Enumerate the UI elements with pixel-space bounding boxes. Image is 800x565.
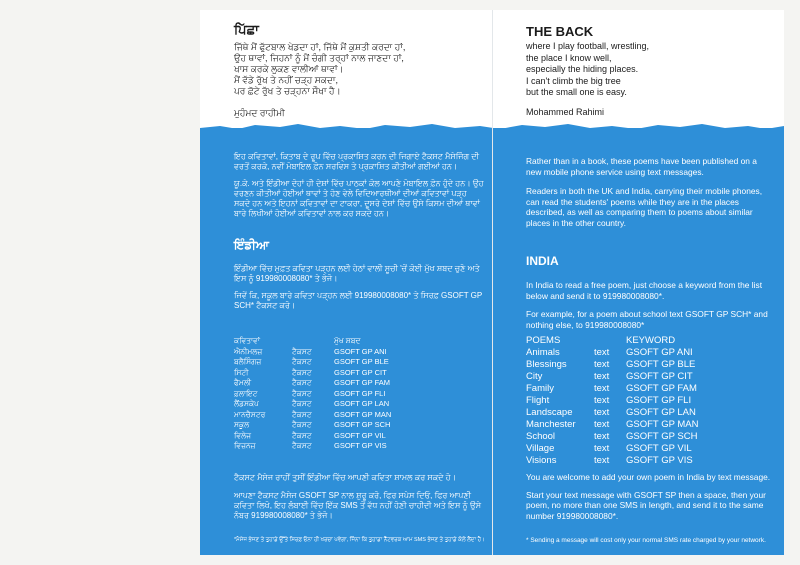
english-india-heading: INDIA: [526, 254, 559, 268]
punjabi-india-instructions: [234, 264, 484, 311]
text-label: text: [594, 443, 610, 454]
table-row: [234, 410, 391, 421]
table-header-row: [526, 335, 699, 347]
english-keyword-table: [526, 335, 699, 467]
table-row: [526, 359, 699, 371]
poem-name: ਮਾਨਚੈਸਟਰ: [234, 409, 266, 419]
keyword: GSOFT GP CIT: [334, 367, 387, 377]
english-india-instructions: [526, 280, 772, 330]
keyword: GSOFT GP CIT: [626, 371, 693, 382]
table-row: [234, 420, 391, 431]
table-row: [526, 455, 699, 467]
table-row: [234, 431, 391, 442]
table-row: [234, 389, 391, 400]
punjabi-footnote: *ਮੈਸੇਜ ਭੇਜਣ ਤੇ ਤੁਹਾਡੇ ਉੱਤੇ ਸਿਰਫ਼ ਓਨਾ ਹੀ ਖਰਚਾ ਪਵੇਗਾ, ਜਿੰਨਾ ਕਿ ਤੁਹਾਡਾ ਨੈੱਟਵਰਕ ਆਮ SMS ਭੇਜਣ ਤੇ ਤੁਹਾਡੇ ਕੋਲੋਂ ਲੈਂਦਾ ਹੈ।: [234, 537, 485, 543]
poem-line: especially the hiding places.: [526, 64, 639, 74]
punjabi-poem-title: ਪਿੱਛਾ: [234, 22, 259, 37]
column-header-keyword: KEYWORD: [626, 335, 676, 346]
text-label: ਟੈਕਸਟ: [292, 430, 312, 440]
poem-name: ਵਿਜ਼ਨਜ਼: [234, 441, 256, 450]
keyword: GSOFT GP VIL: [334, 430, 386, 440]
text-label: ਟੈਕਸਟ: [292, 388, 312, 398]
poem-line: ਖਾਸ ਕਰਕੇ ਲੁਕਣ ਵਾਲੀਆਂ ਥਾਵਾਂ।: [234, 64, 344, 74]
keyword: GSOFT GP SCH: [334, 420, 391, 429]
keyword: GSOFT GP FAM: [334, 378, 390, 387]
table-row: [526, 407, 699, 419]
keyword: GSOFT GP SCH: [626, 431, 698, 442]
poem-name: ਫ਼ਲਾਇਟ: [234, 388, 258, 398]
poem-name: ਸਕੂਲ: [234, 420, 250, 429]
column-header-poems: POEMS: [526, 335, 561, 346]
text-label: text: [594, 455, 610, 466]
text-label: text: [594, 383, 610, 394]
english-intro-paragraph-1: Rather than in a book, these poems have been published on a new mobile phone service using text messages.: [526, 156, 757, 177]
poem-line: ਮੈਂ ਵੱਡੇ ਰੁੱਖ ਤੇ ਨਹੀਂ ਚੜ੍ਹ ਸਕਦਾ,: [234, 75, 338, 85]
table-row: [234, 441, 391, 452]
keyword: GSOFT GP FLI: [334, 388, 386, 398]
keyword: GSOFT GP FAM: [626, 383, 697, 394]
english-intro-paragraph-2: Readers in both the UK and India, carrying their mobile phones, can read the students' poems while they are in the places described, as well as comparing them to poems about similar places in the other country.: [526, 186, 763, 228]
keyword: GSOFT GP MAN: [334, 409, 392, 419]
english-poem-title: THE BACK: [526, 24, 594, 39]
poem-name: Visions: [526, 455, 557, 466]
text-label: text: [594, 359, 610, 370]
keyword: GSOFT GP LAN: [626, 407, 696, 418]
text-label: ਟੈਕਸਟ: [292, 399, 312, 408]
table-row: [526, 431, 699, 443]
poem-line: ਪਰ ਛੋਟੇ ਰੁੱਖ ਤੇ ਚੜ੍ਹਨਾ ਸੌਖਾ ਹੈ।: [234, 86, 341, 96]
text-label: text: [594, 431, 610, 442]
english-welcome-text: You are welcome to add your own poem in India by text message.: [526, 472, 771, 482]
table-row: [234, 399, 391, 410]
poem-name: Landscape: [526, 407, 573, 418]
english-submit-instructions: [526, 472, 776, 521]
table-row: [526, 383, 699, 395]
poem-line: where I play football, wrestling,: [526, 41, 650, 51]
punjabi-poem-author: ਮੁਹੰਮਦ ਰਾਹੀਮੀ: [234, 108, 285, 118]
poem-name: ਫੈਮਲੀ: [234, 378, 252, 387]
english-intro: [526, 156, 772, 228]
text-label: ਟੈਕਸਟ: [292, 420, 312, 429]
column-header-keyword: ਮੁੱਖ ਸ਼ਬਦ: [334, 336, 361, 345]
keyword: GSOFT GP VIL: [626, 443, 692, 454]
poem-name: Blessings: [526, 359, 567, 370]
poem-name: ਬਲੈਸਿੰਗਜ਼: [234, 357, 262, 366]
keyword: GSOFT GP FLI: [626, 395, 692, 406]
text-label: text: [594, 371, 610, 382]
keyword: GSOFT GP BLE: [334, 357, 389, 366]
text-label: ਟੈਕਸਟ: [292, 357, 312, 366]
punjabi-submit-instructions: [234, 473, 484, 521]
english-footnote: * Sending a message will cost only your normal SMS rate charged by your network.: [526, 537, 766, 544]
table-row: [526, 443, 699, 455]
poem-name: ਵਿਲੇਜ: [234, 430, 252, 440]
poem-line: the place I know well,: [526, 52, 612, 63]
text-label: ਟੈਕਸਟ: [292, 441, 312, 450]
punjabi-india-paragraph-2: ਜਿਵੇਂ ਕਿ, ਸਕੂਲ ਬਾਰੇ ਕਵਿਤਾ ਪੜ੍ਹਨ ਲਈ 919980008080* ਤੇ ਸਿਰਫ਼ GSOFT GP SCH* ਟੈਕਸਟ ਕਰੋ।: [234, 291, 483, 310]
text-label: ਟੈਕਸਟ: [292, 409, 312, 419]
poem-line: but the small one is easy.: [526, 87, 627, 97]
leaflet-page: [200, 10, 784, 555]
table-header-row: [234, 336, 391, 347]
text-label: text: [594, 395, 610, 406]
table-row: [234, 368, 391, 379]
text-label: ਟੈਕਸਟ: [292, 367, 312, 377]
table-row: [234, 347, 391, 358]
table-row: [526, 419, 699, 431]
english-india-paragraph-1: In India to read a free poem, just choose a keyword from the list below and send it to 919980008080*.: [526, 280, 763, 301]
poem-name: ਲੈਂਡਸਕੇਪ: [234, 399, 259, 408]
punjabi-start-text: ਆਪਣਾ ਟੈਕਸਟ ਮੈਸੇਜ GSOFT SP ਨਾਲ ਸ਼ੁਰੂ ਕਰੋ, ਫਿਰ ਸਪੇਸ ਦਿਓ, ਫਿਰ ਆਪਣੀ ਕਵਿਤਾ ਲਿਖੋ, ਇਹ ਲੰਬਾਈ ਵਿੱਚ ਇੱਕ SMS ਤੋਂ ਵੱਧ ਨਹੀਂ ਹੋਣੀ ਚਾਹੀਦੀ ਅਤੇ ਇਸ ਨੂੰ ਉਸੇ ਨੰਬਰ 919980008080* ਤੇ ਭੇਜੋ।: [234, 491, 482, 520]
poem-name: ਐਨੀਮਲਜ਼: [234, 346, 263, 356]
table-row: [526, 395, 699, 407]
keyword: GSOFT GP ANI: [334, 346, 387, 356]
keyword: GSOFT GP ANI: [626, 347, 693, 358]
keyword: GSOFT GP LAN: [334, 399, 390, 408]
poem-line: ਜਿੱਥੇ ਮੈਂ ਫੁੱਟਬਾਲ ਖੇਡਦਾ ਹਾਂ, ਜਿੱਥੇ ਮੈਂ ਕੁਸ਼ਤੀ ਕਰਦਾ ਹਾਂ,: [234, 42, 406, 52]
table-row: [526, 347, 699, 359]
poem-name: ਸਿਟੀ: [234, 367, 249, 377]
english-poem: [526, 41, 766, 99]
text-label: ਟੈਕਸਟ: [292, 346, 312, 356]
table-row: [526, 371, 699, 383]
poem-name: School: [526, 431, 556, 442]
poem-name: Village: [526, 443, 555, 454]
text-label: ਟੈਕਸਟ: [292, 378, 312, 387]
punjabi-intro-paragraph-2: ਯੂ.ਕੇ. ਅਤੇ ਇੰਡੀਆ ਦੋਹਾਂ ਹੀ ਦੇਸ਼ਾਂ ਵਿੱਚ ਪਾਠਕਾਂ ਕੋਲ ਆਪਣੇ ਮੋਬਾਇਲ ਫ਼ੋਨ ਹੁੰਦੇ ਹਨ। ਉਹ ਵਰਣਨ ਕੀਤੀਆਂ ਹੋਈਆਂ ਥਾਵਾਂ ਤੇ ਹੋਣ ਵੇਲੇ ਵਿਦਿਆਰਥੀਆਂ ਦੀਆਂ ਕਵਿਤਾਵਾਂ ਪੜ੍ਹ ਸਕਦੇ ਹਨ ਅਤੇ ਇਹਨਾਂ ਕਵਿਤਾਵਾਂ ਦਾ ਟਾਕਰਾ, ਦੂਸਰੇ ਦੇਸ਼ਾਂ ਵਿੱਚ ਉਸੇ ਕਿਸਮ ਦੀਆਂ ਥਾਵਾਂ ਬਾਰੇ ਲਿਖੀਆਂ ਹੋਈਆਂ ਕਵਿਤਾਵਾਂ ਨਾਲ ਕਰ ਸਕਦੇ ਹਨ।: [234, 179, 484, 218]
poem-name: Family: [526, 383, 554, 394]
table-row: [234, 357, 391, 368]
text-label: text: [594, 419, 610, 430]
keyword: GSOFT GP BLE: [626, 359, 696, 370]
page-fold: [492, 10, 493, 555]
punjabi-poem: [234, 42, 474, 97]
keyword: GSOFT GP MAN: [626, 419, 699, 430]
keyword: GSOFT GP VIS: [626, 455, 693, 466]
english-start-text: Start your text message with GSOFT SP then a space, then your poem, no more than one SMS in length, and send it to the same number 919980008080*.: [526, 489, 766, 521]
table-row: [234, 378, 391, 389]
punjabi-india-paragraph-1: ਇੰਡੀਆ ਵਿੱਚ ਮੁਫ਼ਤ ਕਵਿਤਾ ਪੜ੍ਹਨ ਲਈ ਹੇਠਾਂ ਵਾਲੀ ਸੂਚੀ 'ਚੋਂ ਕੋਈ ਮੁੱਖ ਸ਼ਬਦ ਚੁਣੋ ਅਤੇ ਇਸ ਨੂੰ 919980008080* ਤੇ ਭੇਜੋ।: [234, 264, 480, 283]
punjabi-intro: [234, 152, 484, 219]
punjabi-keyword-table: [234, 336, 391, 452]
poem-name: Flight: [526, 395, 550, 406]
poem-name: Animals: [526, 347, 560, 358]
punjabi-welcome-text: ਟੈਕਸਟ ਮੈਸੇਜ ਰਾਹੀਂ ਤੁਸੀਂ ਇੰਡੀਆ ਵਿੱਚ ਆਪਣੀ ਕਵਿਤਾ ਸ਼ਾਮਲ ਕਰ ਸਕਦੇ ਹੋ।: [234, 473, 456, 482]
column-header-poems: ਕਵਿਤਾਵਾਂ: [234, 336, 260, 345]
poem-name: Manchester: [526, 419, 576, 430]
poem-name: City: [526, 371, 543, 382]
punjabi-intro-paragraph-1: ਇਹ ਕਵਿਤਾਵਾਂ, ਕਿਤਾਬ ਦੇ ਰੂਪ ਵਿੱਚ ਪ੍ਰਕਾਸ਼ਿਤ ਕਰਨ ਦੀ ਜਿਗਾਏ ਟੈਕਸਟ ਮੈਸੇਜਿੰਗ ਦੀ ਵਰਤੋਂ ਕਰਕੇ, ਨਵੀਂ ਮੋਬਾਇਲ ਫ਼ੋਨ ਸਰਵਿਸ ਤੇ ਪ੍ਰਕਾਸ਼ਿਤ ਕੀਤੀਆਂ ਗਈਆਂ ਹਨ।: [234, 152, 479, 171]
text-label: text: [594, 347, 610, 358]
punjabi-india-heading: ਇੰਡੀਆ: [234, 238, 269, 252]
poem-line: ਉਹ ਥਾਵਾਂ, ਜਿਹਨਾਂ ਨੂੰ ਮੈਂ ਚੰਗੀ ਤਰ੍ਹਾਂ ਨਾਲ ਜਾਣਦਾ ਹਾਂ,: [234, 53, 404, 63]
poem-line: I can't climb the big tree: [526, 75, 621, 86]
english-poem-author: Mohammed Rahimi: [526, 107, 605, 117]
english-india-paragraph-2: For example, for a poem about school text GSOFT GP SCH* and nothing else, to 919980008080*: [526, 309, 768, 330]
text-label: text: [594, 407, 610, 418]
keyword: GSOFT GP VIS: [334, 441, 387, 450]
